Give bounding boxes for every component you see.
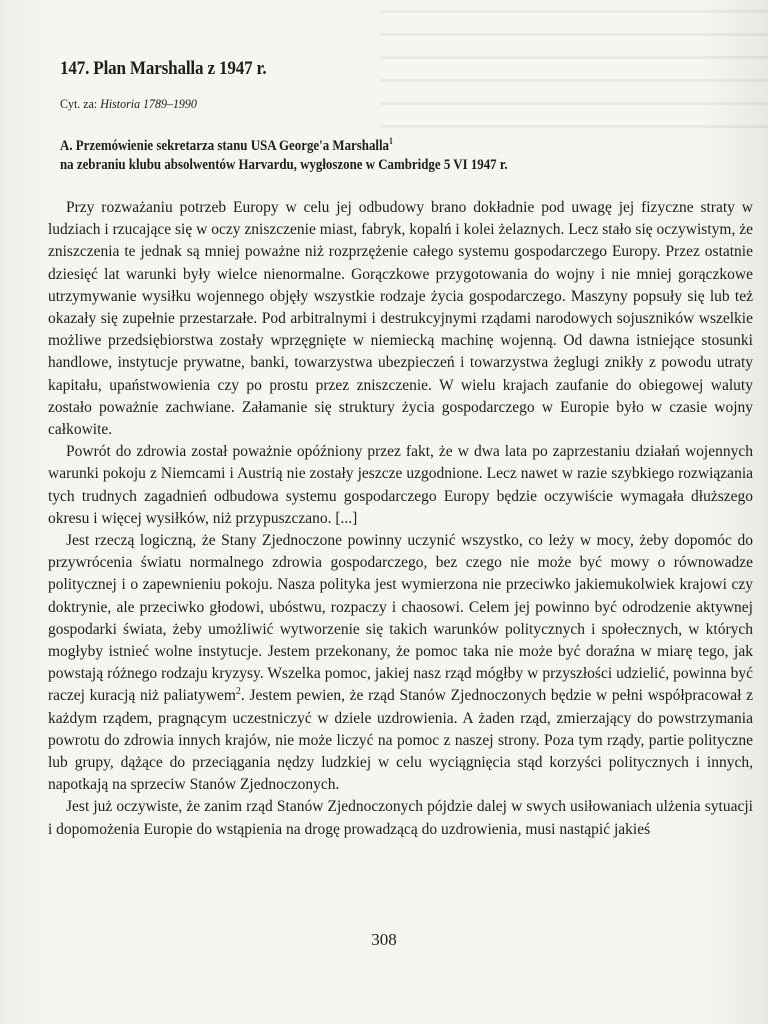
citation-source: Historia 1789–1990 <box>100 96 197 111</box>
speech-text <box>48 197 753 841</box>
paragraph-3 <box>48 530 753 796</box>
paragraph-2: Powrót do zdrowia został poważnie opóźniony przez fakt, że w dwa lata po zaprzestaniu działań wojennych warunki pokoju z Niemcami i Austrią nie zostały jeszcze uzgodnione. Lecz nawet w razie szybkiego rozwiązania tych trudnych zagadnień odbudowa systemu gospodarczego Europy będzie oczywiście wymagała dłuższego okresu i więcej wysiłków, niż przypuszczano. [...] <box>48 443 753 527</box>
page-number: 308 <box>371 930 397 949</box>
section-heading-line2: na zebraniu klubu absolwentów Harvardu, wygłoszone w Cambridge 5 VI 1947 r. <box>60 157 508 173</box>
paragraph-1: Przy rozważaniu potrzeb Europy w celu jej odbudowy brano dokładnie pod uwagę jej fizyczne straty w ludziach i rzucające się w oczy zniszczenie miast, fabryk, kopalń i kolei żelaznych. Lecz stało się oczywistym, że zniszczenia te jednak są mniej poważne niż rozprzężenie całego systemu gospodarczego Europy. Przez ostatnie dziesięć lat warunki były wielce nienormalne. Gorączkowe przygotowania do wojny i nie mniej gorączkowe utrzymywanie wysiłku wojennego objęły wszystkie rodzaje życia gospodarczego. Maszyny popsuły się lub też okazały się zupełnie przestarzałe. Pod arbitralnymi i destrukcyjnymi rządami narodowych sojuszników wszelkie możliwe przedsiębiorstwa zostały wprzęgnięte w niemiecką machinę wojenną. Od dawna istniejące stosunki handlowe, instytucje prywatne, banki, towarzystwa ubezpieczeń i towarzystwa żeglugi znikły z powodu utraty kapitału, upaństwowienia czy po prostu przez zniszczenie. W wielu krajach zaufanie do obiegowej waluty zostało poważnie zachwiane. Załamanie się struktury życia gospodarczego w Europie było w czasie wojny całkowite. <box>48 199 753 439</box>
paragraph-4: Jest już oczywiste, że zanim rząd Stanów Zjednoczonych pójdzie dalej w swych usiłowaniach ulżenia sytuacji i dopomożenia Europie do wstąpienia na drogę prowadzącą do uzdrowienia, musi nastąpić jakieś <box>48 798 753 838</box>
citation-prefix: Cyt. za: <box>60 96 98 111</box>
paragraph-3-part-2: . Jestem pewien, że rząd Stanów Zjednoczonych będzie w pełni współpracował z każdym rządem, pragnącym uczestniczyć w dziele uzdrowienia. A żaden rząd, zmierzający do powstrzymania powrotu do zdrowia innych krajów, nie może liczyć na pomoc z naszej strony. Poza tym rządy, partie polityczne lub grupy, dążące do przeciągania nędzy ludzkiej w celu wyciągnięcia stąd korzyści politycznych i innych, napotkają na sprzeciw Stanów Zjednoczonych. <box>48 687 753 794</box>
page-content <box>48 58 753 841</box>
document-title: 147. Plan Marshalla z 1947 r. <box>60 58 267 79</box>
paragraph-3-part-1: Jest rzeczą logiczną, że Stany Zjednoczone powinny uczynić wszystko, co leży w mocy, żeby dopomóc do przywrócenia światu normalnego zdrowia gospodarczego, bez czego nie może być mowy o równowadze politycznej i o zapewnieniu pokoju. Nasza polityka jest wymierzona nie przeciwko jakiemukolwiek krajowi czy doktrynie, ale przeciwko głodowi, ubóstwu, rozpaczy i chaosowi. Celem jej powinno być odrodzenie aktywnej gospodarki świata, żeby umożliwić wytworzenie się takich warunków politycznych i społecznych, w których mogłyby istnieć wolne instytucje. Jestem przekonany, że pomoc taka nie może być doraźna w miarę tego, jak powstają różnego rodzaju kryzysy. Wszelka pomoc, jakiej nasz rząd mógłby w przyszłości udzielić, powinna być raczej kuracją niż paliatywem <box>48 532 753 705</box>
citation <box>60 96 698 112</box>
section-heading-line1: A. Przemówienie sekretarza stanu USA George'a Marshalla <box>60 138 390 154</box>
section-heading <box>60 132 656 175</box>
footnote-marker-2: 2 <box>235 686 241 698</box>
footnote-marker-1: 1 <box>389 136 393 146</box>
